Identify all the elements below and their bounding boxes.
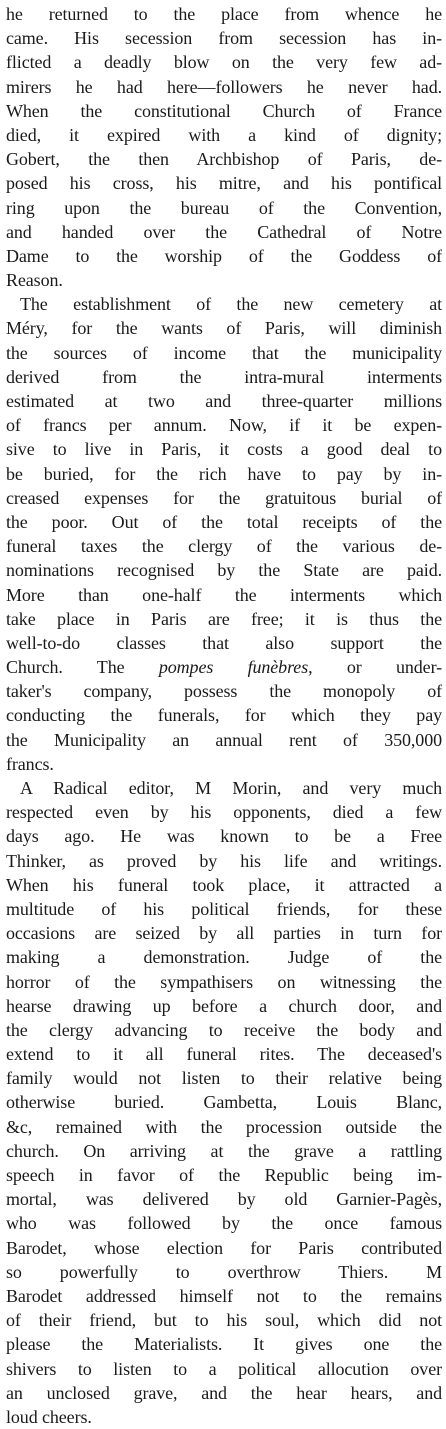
- text-line: Barodet, whose election for Paris contributed: [6, 1237, 442, 1258]
- text-line: multitude of his political friends, for these: [6, 898, 442, 919]
- newspaper-column: [6, 2, 442, 1429]
- text-line: the clergy advancing to receive the body and: [6, 1019, 442, 1040]
- text-line: the Municipality an annual rent of 350,000: [6, 729, 442, 750]
- text-line: funeral taxes the clergy of the various de-: [6, 536, 442, 557]
- text-line: Reason.: [6, 270, 63, 291]
- text-line: derived from the intra-mural interments: [6, 366, 442, 387]
- text-line: mirers he had here—followers he never had.: [6, 76, 442, 97]
- text-line: be buried, for the rich have to pay by in-: [6, 463, 442, 484]
- text-line: came. His secession from secession has in-: [6, 28, 442, 49]
- text-line: of their friend, but to his soul, which did not: [6, 1310, 442, 1331]
- text-line: well-to-do classes that also support the: [6, 632, 442, 653]
- text-line: Dame to the worship of the Goddess of: [6, 245, 442, 266]
- text-line: More than one-half the interments which: [6, 584, 442, 605]
- text-line: horror of the sympathisers on witnessing the: [6, 971, 442, 992]
- text-line: the sources of income that the municipality: [6, 342, 442, 363]
- italic-phrase: pompes funèbres: [158, 657, 309, 678]
- text-line: otherwise buried. Gambetta, Louis Blanc,: [6, 1092, 442, 1113]
- text-line: flicted a deadly blow on the very few ad-: [6, 52, 442, 73]
- text-line: family would not listen to their relative being: [6, 1068, 442, 1089]
- text-line: Méry, for the wants of Paris, will diminish: [6, 318, 442, 339]
- text-line: Barodet addressed himself not to the remains: [6, 1285, 442, 1306]
- paragraph-cemetery: [6, 292, 442, 776]
- text-line: days ago. He was known to be a Free: [6, 826, 442, 847]
- text-line: Church. The pompes funèbres, or under-: [6, 657, 442, 678]
- text-line: When his funeral took place, it attracted a: [6, 874, 442, 895]
- text-line: extend to it all funeral rites. The deceased's: [6, 1044, 442, 1065]
- text-line: nominations recognised by the State are paid.: [6, 560, 442, 581]
- text-line: making a demonstration. Judge of the: [6, 947, 442, 968]
- text-line: speech in favor of the Republic being im-: [6, 1165, 442, 1185]
- paragraph-funeral: [6, 776, 442, 1429]
- text-line: please the Materialists. It gives one the: [6, 1334, 442, 1355]
- text-line: take place in Paris are free; it is thus the: [6, 608, 442, 629]
- text-line: estimated at two and three-quarter millions: [6, 391, 442, 411]
- text-line: an unclosed grave, and the hear hears, and: [6, 1382, 442, 1403]
- text-line: Gobert, the then Archbishop of Paris, de-: [6, 149, 442, 170]
- text-line: When the constitutional Church of France: [6, 100, 442, 121]
- text-line: taker's company, possess the monopoly of: [6, 681, 442, 702]
- text-line: posed his cross, his mitre, and his pontifical: [6, 173, 442, 194]
- text-line: hearse drawing up before a church door, and: [6, 995, 442, 1016]
- text-line: he returned to the place from whence he: [6, 4, 442, 24]
- text-line: A Radical editor, M Morin, and very much: [20, 778, 442, 798]
- text-line: Thinker, as proved by his life and writings.: [6, 850, 442, 871]
- text-line: shivers to listen to a political allocution over: [6, 1358, 442, 1379]
- text-line: mortal, was delivered by old Garnier-Pagès,: [6, 1189, 442, 1210]
- text-line: church. On arriving at the grave a rattling: [6, 1140, 442, 1161]
- text-line: &c, remained with the procession outside the: [6, 1116, 442, 1137]
- text-line: ring upon the bureau of the Convention,: [6, 197, 442, 218]
- text-line: of francs per annum. Now, if it be expen-: [6, 415, 442, 436]
- text-line: so powerfully to overthrow Thiers. M: [6, 1261, 442, 1282]
- text-line: died, it expired with a kind of dignity;: [6, 124, 442, 145]
- text-line: francs.: [6, 753, 54, 774]
- text-line: The establishment of the new cemetery at: [20, 294, 442, 315]
- text-line: occasions are seized by all parties in turn for: [6, 923, 442, 944]
- text-line: conducting the funerals, for which they pay: [6, 705, 442, 726]
- text-line: the poor. Out of the total receipts of the: [6, 511, 442, 532]
- text-line: creased expenses for the gratuitous burial of: [6, 487, 442, 508]
- text-line: loud cheers.: [6, 1406, 92, 1427]
- paragraph-secession: [6, 2, 442, 292]
- text-line: sive to live in Paris, it costs a good deal to: [6, 439, 442, 460]
- text-line: and handed over the Cathedral of Notre: [6, 221, 442, 242]
- text-line: who was followed by the once famous: [6, 1213, 442, 1234]
- text-line: respected even by his opponents, died a few: [6, 802, 442, 823]
